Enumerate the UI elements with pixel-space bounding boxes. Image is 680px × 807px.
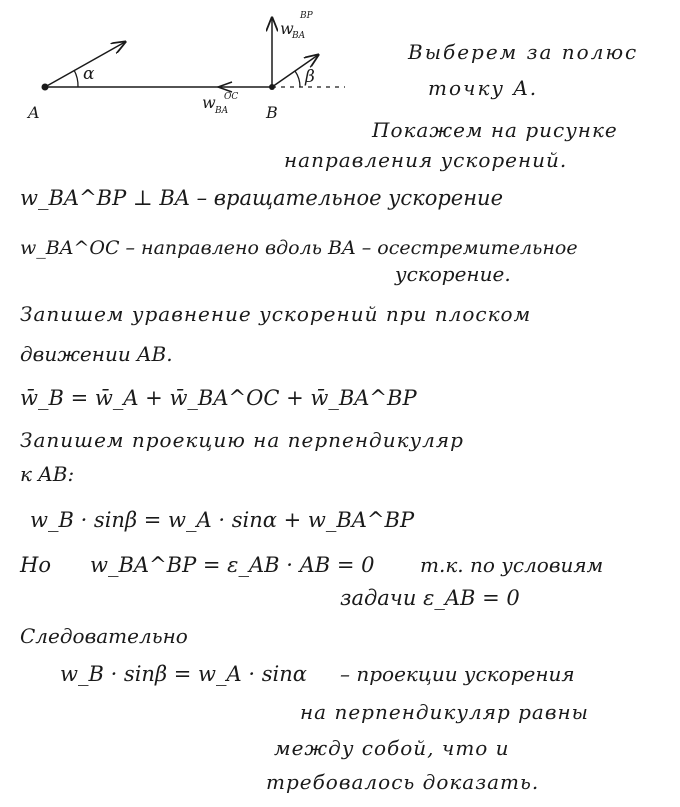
alpha-arc [74,70,78,87]
text-centripetal-definition: w_BA^OC – направлено вдоль BA – осестремительное [20,237,578,259]
label-w-ba-os-base: w [202,93,216,112]
equation-accelerations: w̄_B = w̄_A + w̄_BA^OC + w̄_BA^BP [20,386,417,410]
text-write-equation: Запишем уравнение ускорений при плоском [20,302,532,326]
text-projections-accel: – проекции ускорения [340,662,575,686]
text-was-required: требовалось доказать. [266,770,540,794]
label-point-b: B [266,103,278,122]
label-w-ba-vr-sup: BP [300,11,313,21]
text-therefore: Следовательно [20,624,188,648]
text-since-conditions: т.к. по условиям [420,553,604,577]
label-point-a: A [28,103,40,122]
text-choose-pole: Выберем за полюс [408,40,639,64]
text-between-themselves: между собой, что и [274,736,510,760]
text-show-on-figure: Покажем на рисунке [372,118,618,142]
equation-result: w_B · sinβ = w_A · sinα [60,662,307,686]
beta-arc [295,71,300,87]
label-w-ba-vr-base: w [280,19,294,38]
equation-projection: w_B · sinβ = w_A · sinα + w_BA^BP [30,508,415,532]
label-w-ba-vr-sub: BA [292,31,306,41]
text-to-ab: к AB: [20,462,75,486]
label-w-ba-os-sup: OC [224,92,239,102]
text-write-projection: Запишем проекцию на перпендикуляр [20,428,464,452]
text-directions: направления ускорений. [284,148,568,172]
text-but: Но [20,553,51,577]
text-point-a: точку A. [428,76,539,100]
text-plane-motion: движении AB. [20,342,173,366]
label-alpha: α [83,64,95,84]
text-problem-epsilon: задачи ε_AB = 0 [340,586,520,610]
text-on-perpendicular-equal: на перпендикуляр равны [300,700,589,724]
text-acceleration-word: ускорение. [395,262,511,286]
label-w-ba-os-sub: BA [215,106,229,116]
equation-rotational-zero: w_BA^BP = ε_AB · AB = 0 [90,553,375,577]
label-beta: β [305,67,315,87]
text-rotational-definition: w_BA^BP ⊥ BA – вращательное ускорение [20,186,504,210]
